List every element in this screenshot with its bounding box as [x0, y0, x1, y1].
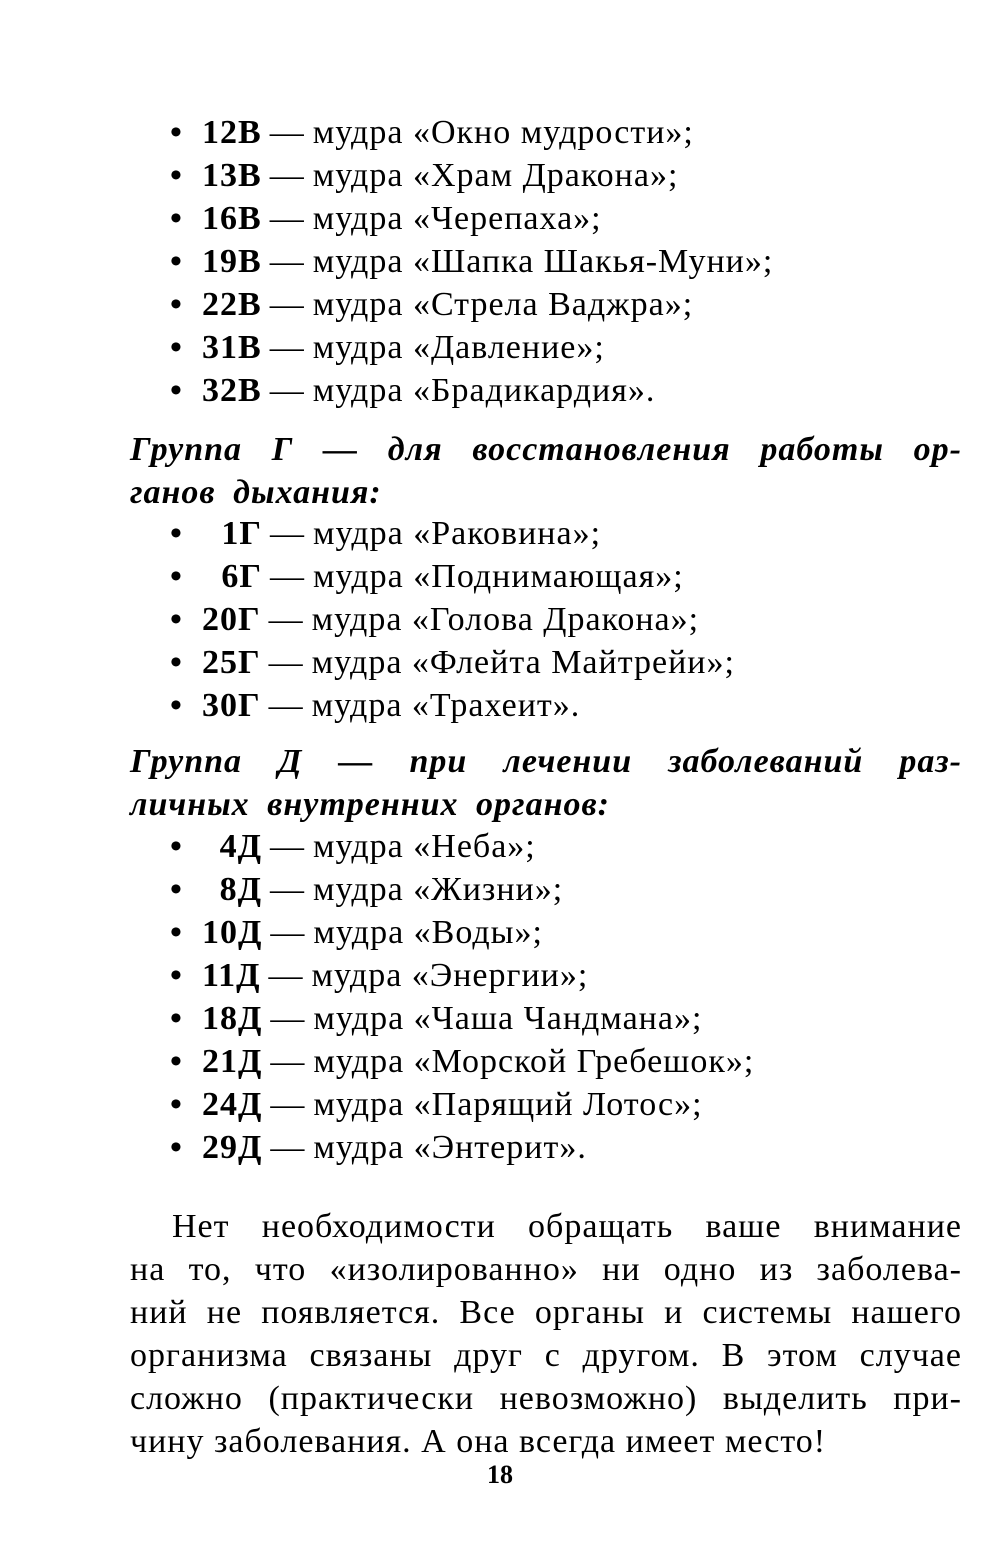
- list-item: [170, 283, 773, 326]
- mudra-name: мудра «Шапка Шакья-Муни»;: [312, 243, 774, 280]
- mudra-name: мудра «Энергии»;: [311, 957, 589, 994]
- mudra-code: 8Д: [219, 871, 262, 908]
- bullet: •: [170, 1000, 183, 1037]
- mudra-name: мудра «Чаша Чандмана»;: [313, 1000, 703, 1037]
- dash: —: [269, 372, 305, 409]
- paragraph-line: сложно (практически невозможно) выделить при-: [130, 1380, 962, 1417]
- mudra-name: мудра «Неба»;: [313, 828, 536, 865]
- mudra-name: мудра «Брадикардия».: [312, 372, 656, 409]
- mudra-name: мудра «Флейта Майтрейи»;: [311, 644, 735, 681]
- mudra-code: 30Г: [202, 687, 261, 724]
- bullet: •: [170, 871, 183, 908]
- bullet: •: [170, 828, 183, 865]
- bullet: •: [170, 243, 183, 280]
- dash: —: [270, 1043, 306, 1080]
- paragraph-line: на то, что «изолированно» ни одно из заболева-: [130, 1251, 962, 1288]
- dash: —: [270, 1000, 306, 1037]
- mudra-code: 6Г: [221, 558, 262, 595]
- mudra-name: мудра «Поднимающая»;: [313, 558, 684, 595]
- mudra-code: 32В: [202, 372, 262, 409]
- mudra-name: мудра «Энтерит».: [313, 1129, 587, 1166]
- dash: —: [270, 558, 305, 595]
- list-item: [170, 512, 735, 555]
- mudra-name: мудра «Трахеит».: [311, 687, 581, 724]
- mudra-code: 13В: [202, 157, 262, 194]
- bullet: •: [170, 372, 183, 409]
- mudra-code: 31В: [202, 329, 262, 366]
- list-item: [170, 997, 754, 1040]
- mudra-code: 4Д: [219, 828, 262, 865]
- mudra-code: 24Д: [202, 1086, 263, 1123]
- paragraph-line: Нет необходимости обращать ваше внимание: [172, 1208, 962, 1245]
- dash: —: [270, 1086, 306, 1123]
- mudra-code: 12В: [202, 114, 262, 151]
- mudra-name: мудра «Морской Гребешок»;: [313, 1043, 755, 1080]
- list-item: [170, 197, 773, 240]
- heading-line: личных внутренних органов:: [130, 786, 610, 823]
- mudra-code: 10Д: [202, 914, 263, 951]
- list-item: [170, 598, 735, 641]
- mudra-code: 18Д: [202, 1000, 263, 1037]
- list-item: [170, 911, 754, 954]
- mudra-code: 21Д: [202, 1043, 263, 1080]
- mudra-code: 16В: [202, 200, 262, 237]
- mudra-code: 1Г: [221, 515, 262, 552]
- dash: —: [269, 200, 305, 237]
- heading-line: ганов дыхания:: [130, 474, 382, 511]
- mudra-code: 22В: [202, 286, 262, 323]
- bullet: •: [170, 1086, 183, 1123]
- list-item: [170, 825, 754, 868]
- list-item: [170, 240, 773, 283]
- mudra-name: мудра «Окно мудрости»;: [312, 114, 694, 151]
- bullet: •: [170, 515, 183, 552]
- dash: —: [270, 828, 305, 865]
- mudra-name: мудра «Раковина»;: [313, 515, 602, 552]
- mudra-code: 20Г: [202, 601, 261, 638]
- bullet: •: [170, 957, 183, 994]
- heading-line: Группа Г — для восстановления работы ор-: [130, 431, 962, 468]
- list-item: [170, 684, 735, 727]
- dash: —: [269, 243, 305, 280]
- list-item: [170, 1040, 754, 1083]
- bullet: •: [170, 1043, 183, 1080]
- bullet: •: [170, 200, 183, 237]
- group-d-list: [170, 825, 754, 1169]
- list-item: [170, 868, 754, 911]
- dash: —: [270, 1129, 306, 1166]
- list-item: [170, 369, 773, 412]
- dash: —: [270, 871, 305, 908]
- bullet: •: [170, 558, 183, 595]
- mudra-name: мудра «Голова Дракона»;: [311, 601, 700, 638]
- body-paragraph: [130, 1205, 962, 1463]
- bullet: •: [170, 644, 183, 681]
- bullet: •: [170, 114, 183, 151]
- dash: —: [269, 286, 305, 323]
- paragraph-line: ний не появляется. Все органы и системы нашего: [130, 1294, 962, 1331]
- bullet: •: [170, 157, 183, 194]
- heading-line: Группа Д — при лечении заболеваний раз-: [130, 743, 962, 780]
- bullet: •: [170, 1129, 183, 1166]
- list-item: [170, 326, 773, 369]
- mudra-name: мудра «Стрела Ваджра»;: [312, 286, 694, 323]
- mudra-code: 19В: [202, 243, 262, 280]
- group-g-list: [170, 512, 735, 727]
- mudra-code: 29Д: [202, 1129, 263, 1166]
- mudra-name: мудра «Воды»;: [313, 914, 543, 951]
- mudra-code: 11Д: [202, 957, 261, 994]
- group-g-heading: [130, 428, 962, 514]
- page-number: 18: [487, 1460, 513, 1489]
- dash: —: [268, 687, 304, 724]
- list-item: [170, 954, 754, 997]
- list-item: [170, 641, 735, 684]
- mudra-name: мудра «Жизни»;: [313, 871, 564, 908]
- dash: —: [270, 914, 306, 951]
- bullet: •: [170, 286, 183, 323]
- mudra-name: мудра «Храм Дракона»;: [312, 157, 679, 194]
- mudra-code: 25Г: [202, 644, 261, 681]
- paragraph-line: чину заболевания. А она всегда имеет место!: [130, 1423, 827, 1460]
- list-item: [170, 1126, 754, 1169]
- bullet: •: [170, 601, 183, 638]
- bullet: •: [170, 687, 183, 724]
- dash: —: [269, 329, 305, 366]
- bullet: •: [170, 914, 183, 951]
- dash: —: [268, 644, 304, 681]
- paragraph-line: организма связаны друг с другом. В этом случае: [130, 1337, 962, 1374]
- dash: —: [270, 515, 305, 552]
- list-item: [170, 154, 773, 197]
- list-item: [170, 1083, 754, 1126]
- mudra-name: мудра «Парящий Лотос»;: [313, 1086, 703, 1123]
- dash: —: [269, 114, 305, 151]
- list-item: [170, 111, 773, 154]
- list-item: [170, 555, 735, 598]
- dash: —: [269, 157, 305, 194]
- group-d-heading: [130, 740, 962, 826]
- mudra-name: мудра «Черепаха»;: [312, 200, 602, 237]
- group-v-list: [170, 111, 773, 412]
- dash: —: [268, 957, 304, 994]
- bullet: •: [170, 329, 183, 366]
- dash: —: [268, 601, 304, 638]
- mudra-name: мудра «Давление»;: [312, 329, 605, 366]
